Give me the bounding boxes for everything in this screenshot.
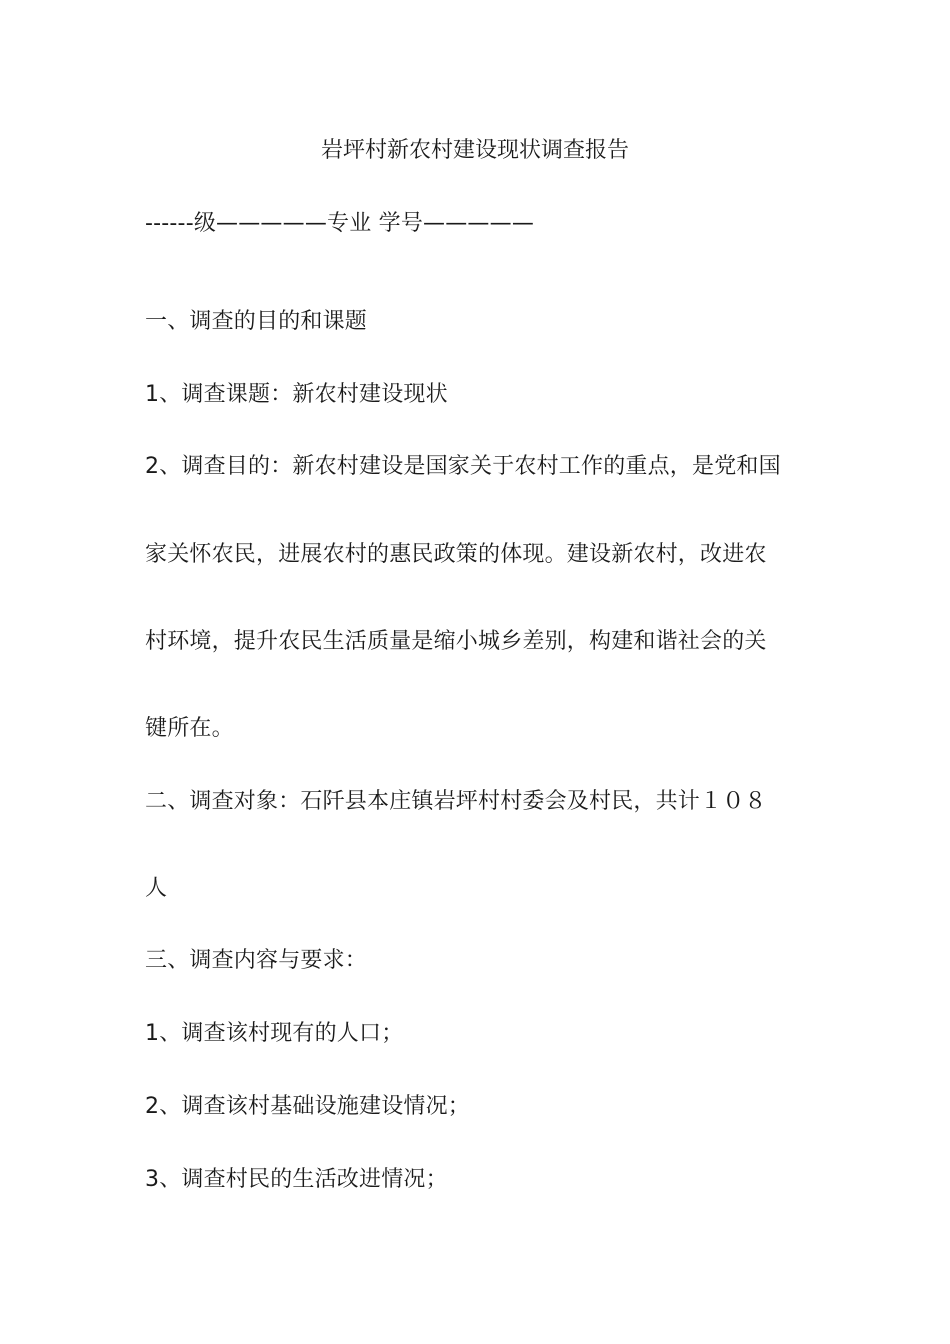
document-title: 岩坪村新农村建设现状调查报告 bbox=[320, 138, 629, 163]
section-heading-content: 三、调查内容与要求： bbox=[145, 948, 368, 973]
survey-topic-item: 1、调查课题：新农村建设现状 bbox=[145, 382, 448, 407]
survey-subject-line-1: 二、调查对象：石阡县本庄镇岩坪村村委会及村民，共计１０８ bbox=[145, 789, 767, 814]
content-item-population: 1、调查该村现有的人口； bbox=[145, 1021, 404, 1046]
section-heading-purpose: 一、调查的目的和课题 bbox=[145, 309, 368, 334]
survey-purpose-line-1: 2、调查目的：新农村建设是国家关于农村工作的重点，是党和国 bbox=[145, 454, 781, 479]
student-info-line: ------级—————专业 学号————— bbox=[145, 211, 535, 236]
survey-subject-line-2: 人 bbox=[145, 876, 168, 901]
survey-purpose-line-2: 家关怀农民，进展农村的惠民政策的体现。建设新农村，改进农 bbox=[145, 542, 767, 567]
survey-purpose-line-3: 村环境，提升农民生活质量是缩小城乡差别，构建和谐社会的关 bbox=[145, 629, 767, 654]
survey-purpose-line-4: 键所在。 bbox=[145, 716, 234, 741]
content-item-living-conditions: 3、调查村民的生活改进情况； bbox=[145, 1167, 448, 1192]
content-item-infrastructure: 2、调查该村基础设施建设情况； bbox=[145, 1094, 470, 1119]
